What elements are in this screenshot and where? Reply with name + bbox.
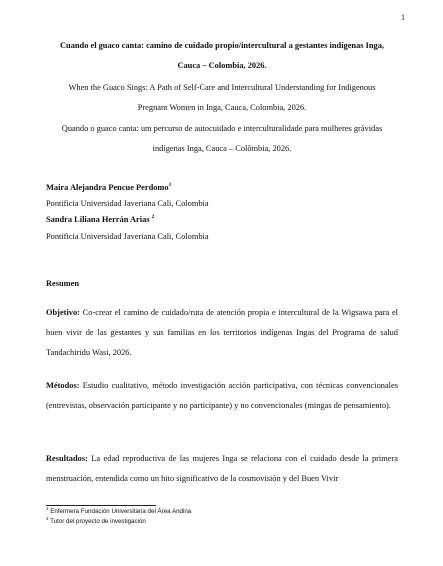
title-portuguese	[46, 119, 398, 159]
footnote-marker: 1	[46, 505, 49, 511]
abstract-metodos	[46, 376, 398, 416]
resultados-label: Resultados:	[46, 454, 88, 463]
footnotes	[46, 507, 398, 527]
title-portuguese-line-2: indígenas Inga, Cauca – Colômbia, 2026.	[152, 144, 292, 153]
objetivo-label: Objetivo:	[46, 308, 80, 317]
title-english-line-1: When the Guaco Sings: A Path of Self-Care and Intercultural Understanding for Indigenous	[68, 83, 376, 92]
abstract-resultados	[46, 449, 398, 489]
footnote: $^2$ Tutor del proyecto de investigación	[46, 515, 146, 525]
author-footnote-marker[interactable]: 2	[151, 214, 155, 221]
title-spanish	[46, 36, 398, 76]
title-spanish-line-2: Cauca – Colombia, 2026.	[177, 61, 267, 70]
abstract-objetivo	[46, 303, 398, 363]
author-list	[46, 180, 398, 245]
metodos-label: Métodos:	[46, 381, 80, 390]
title-english-line-2: Pregnant Women in Inga, Cauca, Colombia, 2026.	[137, 103, 307, 112]
footnote-marker: 2	[46, 515, 49, 521]
metodos-text: Estudio cualitativo, método investigación acción participativa, con técnicas convencionales (entrevistas, observación participante y no participante) y no convencionales (mingas de pensamiento).	[46, 381, 398, 410]
page-number: 1	[401, 13, 405, 22]
title-spanish-line-1: Cuando el guaco canta: camino de cuidado propio/intercultural a gestantes indígenas Inga,	[59, 41, 385, 50]
abstract-heading: Resumen	[46, 279, 80, 288]
author-name: Maira Alejandra Pencue Perdomo$^1$	[46, 182, 172, 192]
author-affiliation: Pontificia Universidad Javeriana Cali, Colombia	[46, 231, 209, 241]
objetivo-text: Co-crear el camino de cuidado/ruta de atención propia e intercultural de la Wigsawa para el buen vivir de las gestantes y sus familias en los territorios indígenas Ingas del Programa de salud Tandachiridu Wasi, 2026.	[46, 308, 398, 357]
footnote-separator	[46, 505, 156, 506]
author-affiliation: Pontificia Universidad Javeriana Cali, Colombia	[46, 199, 209, 209]
author-name: Sandra Liliana Herrán Arias $^2$	[46, 214, 155, 225]
footnote: $^1$ Enfermera Fundación Universitaria del Área Andina	[46, 505, 192, 515]
title-english	[46, 78, 398, 118]
title-portuguese-line-1: Quando o guaco canta: um percurso de autocuidado e interculturalidade para mulheres grávidas	[61, 124, 383, 133]
author-footnote-marker[interactable]: 1	[168, 182, 172, 189]
resultados-text: La edad reproductiva de las mujeres Inga se relaciona con el cuidado desde la primera menstruación, entendida como un hito significativo de la cosmovisión y del Buen Vivir	[46, 454, 398, 483]
